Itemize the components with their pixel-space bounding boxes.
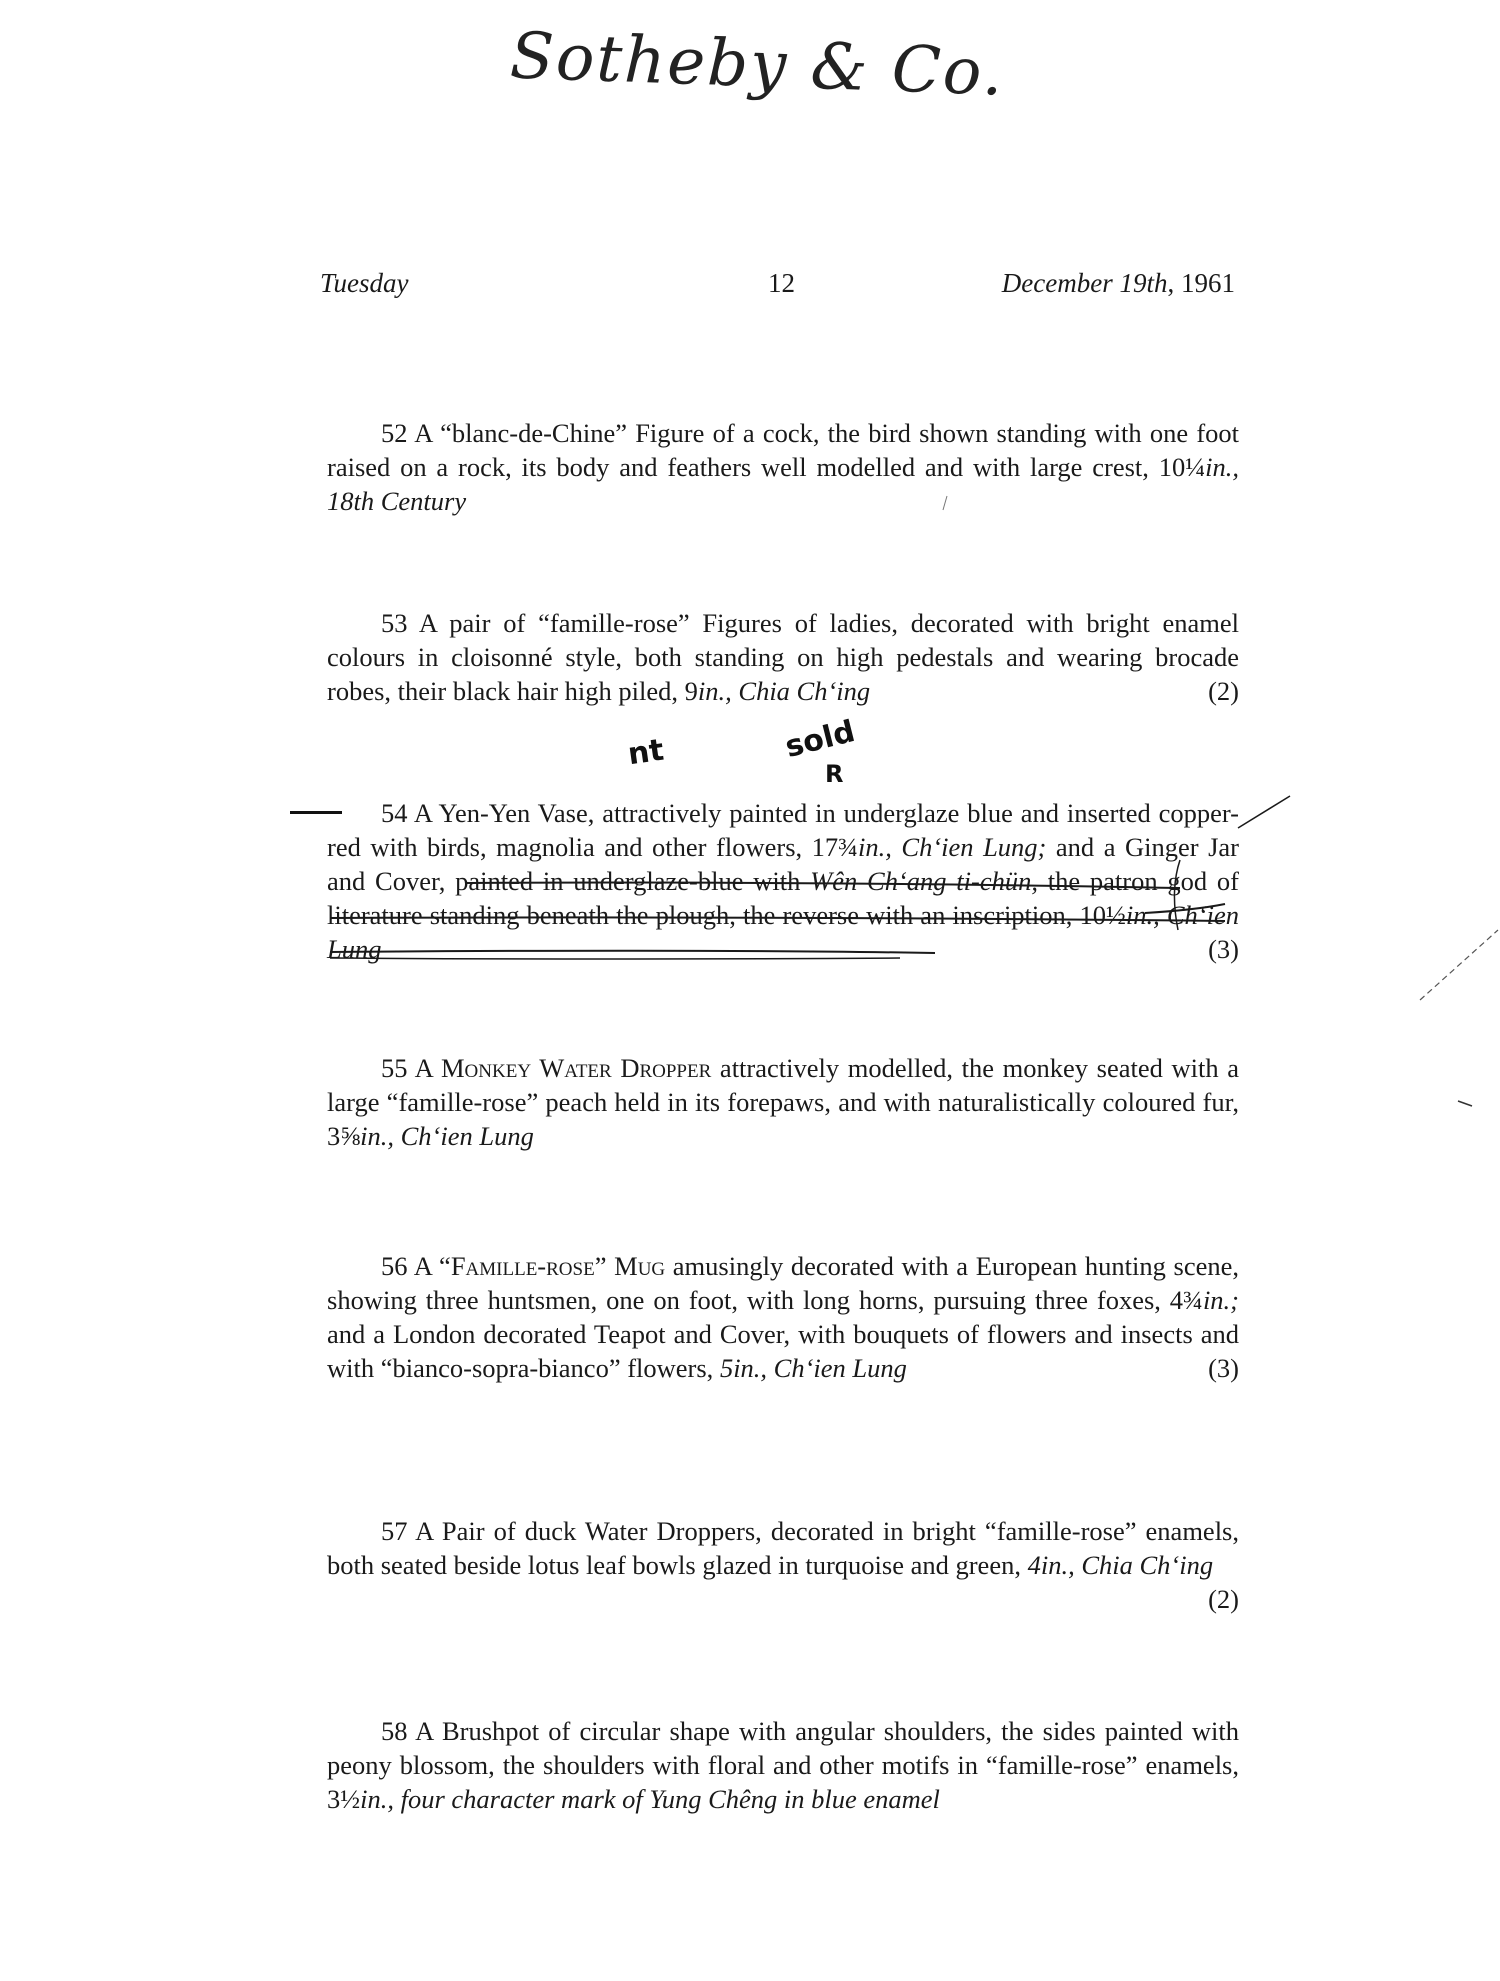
- pen-strike-line: [1145, 904, 1225, 913]
- lot-text: A Yen-Yen Vase, attractively painted in underglaze blue and inserted copper-red with birds, magnolia and other flowers, 17¾: [327, 798, 1239, 862]
- handwritten-annotation-r: R: [825, 760, 844, 788]
- lot-text: A: [414, 1053, 441, 1083]
- lot-text-smallcaps-2: ug: [637, 1251, 666, 1281]
- date-suffix: , 1961: [1167, 268, 1235, 298]
- lot-number: 57: [381, 1516, 408, 1546]
- lot-text-italic: in., Ch‘ien Lung;: [858, 832, 1047, 862]
- lot-text-d: and a London decorated Teapot and Cover, with bouquets of flowers and insects and with “bianco-sopra-bianco” flowers,: [327, 1319, 1239, 1383]
- lot-number: 56: [381, 1251, 408, 1281]
- lot-text-b-italic: Wên Ch‘ang ti-chün,: [810, 866, 1038, 896]
- page-number: 12: [768, 268, 795, 298]
- lot-number: 55: [381, 1053, 408, 1083]
- lot-text-italic: in., Chia Ch‘ing: [697, 676, 871, 706]
- lot-number: 58: [381, 1716, 408, 1746]
- date-ordinal: 19th: [1119, 268, 1168, 298]
- lot-text-b: and a Ginger Jar and Cover, painted in underglaze-blue with: [327, 832, 1239, 896]
- lot-text-c: amusingly decorated with a European hunting scene, showing three huntsmen, one on foot, with long horns, pursuing three foxes, 4¾: [327, 1251, 1240, 1315]
- lot-text-c: the patron god of literature standing beneath the plough, the reverse with an inscription, 10½: [327, 866, 1239, 930]
- lot-text: A “blanc-de-Chine” Figure of a cock, the bird shown standing with one foot raised on a rock, its body and feathers well modelled and with large crest, 10¼: [327, 418, 1240, 482]
- lot-text: A pair of “famille-rose” Figures of ladies, decorated with bright enamel colours in cloisonné style, both standing on high pedestals and wearing brocade robes, their black hair high piled, 9: [327, 608, 1239, 706]
- lot-text-smallcaps: Monkey Water Dropper: [440, 1053, 712, 1083]
- pen-dot: [943, 496, 947, 510]
- lot-text-c-italic: in.;: [1202, 1285, 1239, 1315]
- lot-number: 54: [381, 798, 408, 828]
- lot-text: A Pair of duck Water Droppers, decorated in bright “famille-rose” enamels, both seated beside lotus leaf bowls glazed in turquoise and green,: [327, 1516, 1239, 1580]
- lot-count: (2): [1208, 676, 1239, 706]
- lot-text-italic: 4in., Chia Ch‘ing: [1027, 1550, 1214, 1580]
- pen-underline-4: [330, 958, 900, 959]
- lot-text-d-italic: 5in., Ch‘ien Lung: [719, 1353, 907, 1383]
- pen-margin-slash-2: [1420, 930, 1498, 1000]
- header-day: Tuesday: [320, 268, 409, 298]
- lot-number: 53: [381, 608, 408, 638]
- lot-text: A “: [413, 1251, 451, 1281]
- lot-number: 52: [381, 418, 408, 448]
- date-prefix: December: [1001, 268, 1120, 298]
- lot-text-b: attractively modelled, the monkey seated with a large “famille-rose” peach held in its forepaws, and with naturalistically coloured fur, 3⅝: [327, 1053, 1239, 1151]
- lot-text-b: ” M: [594, 1251, 638, 1281]
- pen-stray-mark: [1458, 1101, 1472, 1106]
- handwritten-annotation-nt: nt: [625, 732, 666, 773]
- pen-underline-3: [330, 951, 935, 953]
- lot-text-smallcaps: Famille-rose: [450, 1251, 595, 1281]
- lot-count: (3): [1208, 934, 1239, 964]
- handwritten-annotation-sold: sold: [781, 714, 859, 765]
- pen-underline-1: [465, 883, 1180, 888]
- lot-count: (3): [1208, 1353, 1239, 1383]
- lot-text-italic: in., 18th Century: [327, 452, 1239, 516]
- lot-count: (2): [1208, 1584, 1239, 1614]
- pen-underline-2: [330, 917, 1225, 921]
- handwritten-note: Sotheby & Co.: [508, 19, 1006, 111]
- lot-text-italic: in., four character mark of Yung Chêng in blue enamel: [360, 1784, 940, 1814]
- lot-text-b-italic: in., Ch‘ien Lung: [360, 1121, 534, 1151]
- pen-margin-slash: [1238, 796, 1290, 828]
- lot-text: A Brushpot of circular shape with angular shoulders, the sides painted with peony blossom, the shoulders with floral and other motifs in “famille-rose” enamels, 3½: [327, 1716, 1239, 1814]
- lot-text-c-italic: in., Ch‘ien Lung: [327, 900, 1239, 964]
